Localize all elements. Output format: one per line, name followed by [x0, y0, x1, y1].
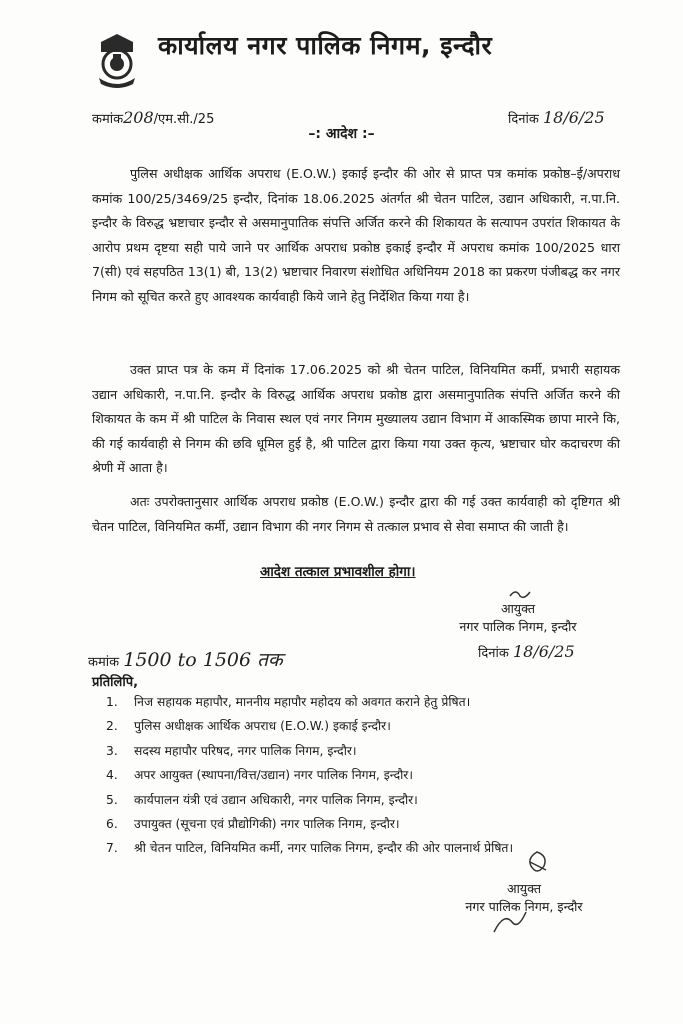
copies-list — [106, 690, 626, 861]
item-number: 4. — [106, 768, 118, 783]
order-number-handwritten: 208 — [123, 108, 154, 127]
item-text: निज सहायक महापौर, माननीय महापौर महोदय को अवगत कराने हेतु प्रेषित। — [134, 695, 471, 709]
item-number: 5. — [106, 792, 118, 807]
list-item — [106, 812, 626, 836]
paragraph-text: उक्त प्राप्त पत्र के कम में दिनांक 17.06.2025 को श्री चेतन पाटिल, विनियमित कर्मी, प्रभारी सहायक उद्यान अधिकारी, न.पा.नि. इन्दौर के विरुद्ध आर्थिक अपराध प्रकोष्ठ द्वारा असमानुपातिक संपत्ति अर्जित करने की शिकायत के कम में श्री पाटिल के निवास स्थल एवं नगर निगम मुख्यालय उद्यान विभाग में आकस्मिक छापा मारने कि, की गई कार्यवाही से निगम की छवि धूमिल हुई है, श्री पाटिल द्वारा किया गया उक्त कृत्य, भ्रष्टाचार घोर कदाचरण की श्रेणी में आता है। — [92, 362, 620, 476]
signatory-office: नगर पालिक निगम, इन्दौर — [465, 899, 583, 914]
copies-title: प्रतिलिपि, — [92, 675, 139, 690]
order-date-label: दिनांक — [508, 112, 539, 127]
item-text: श्री चेतन पाटिल, विनियमित कर्मी, नगर पालिक निगम, इन्दौर की ओर पालनार्थ प्रेषित। — [134, 841, 514, 856]
order-number-prefix: कमांक — [92, 112, 124, 127]
item-number: 7. — [106, 841, 118, 856]
dispatch-number-prefix: कमांक — [88, 655, 120, 670]
paragraph-text: अतः उपरोक्तानुसार आर्थिक अपराध प्रकोष्ठ (E.O.W.) इन्दौर द्वारा की गई उक्त कार्यवाही को दृष्टिगत श्री चेतन पाटिल, विनियमित कर्मी, उद्यान विभाग की नगर निगम से तत्काल प्रभाव से सेवा समाप्त की जाती है। — [92, 494, 620, 534]
dispatch-date — [478, 642, 575, 661]
effective-line: आदेश तत्काल प्रभावशील होगा। — [260, 564, 416, 580]
dispatch-date-label: दिनांक — [478, 646, 509, 661]
list-item — [106, 739, 626, 763]
signature-mark — [490, 908, 530, 936]
paragraph-3 — [92, 490, 620, 539]
paragraph-1 — [92, 162, 620, 310]
order-heading: –: आदेश :– — [308, 126, 375, 142]
order-date-handwritten: 18/6/25 — [542, 108, 605, 127]
list-item — [106, 690, 626, 714]
item-text: पुलिस अधीक्षक आर्थिक अपराध (E.O.W.) इकाई इन्दौर। — [134, 719, 391, 734]
dispatch-number-handwritten: 1500 to 1506 तक — [123, 649, 283, 671]
item-number: 6. — [106, 817, 118, 832]
signatory-designation: आयुक्त — [500, 601, 536, 616]
paragraph-text: पुलिस अधीक्षक आर्थिक अपराध (E.O.W.) इकाई इन्दौर की ओर से प्राप्त पत्र कमांक प्रकोष्ठ–ई/अपराध कमांक 100/25/3469/25 इन्दौर, दिनांक 18.06.2025 अंतर्गत श्री चेतन पाटिल, उद्यान अधिकारी, न.पा.नि. इन्दौर के विरुद्ध भ्रष्टाचार इन्दौर से असमानुपातिक संपत्ति अर्जित करने की शिकायत के सत्यापन उपरांत शिकायत के आरोप प्रथम दृष्टया सही पाये जाने पर आर्थिक अपराध प्रकोष्ठ इकाई इन्दौर में अपराध कमांक 100/2025 धारा 7(सी) एवं सहपठित 13(1) बी, 13(2) भ्रष्टाचार निवारण संशोधित अधिनियम 2018 का प्रकरण पंजीबद्ध कर नगर निगम को सूचित करते हुए आवश्यक कार्यवाही किये जाने हेतु निर्देशित किया गया है। — [92, 166, 620, 304]
signature-mark — [508, 588, 538, 600]
dispatch-date-handwritten: 18/6/25 — [512, 642, 575, 661]
dispatch-number — [88, 646, 283, 672]
list-item — [106, 763, 626, 787]
item-number: 2. — [106, 719, 118, 734]
signature-block-1 — [430, 600, 606, 636]
item-number: 1. — [106, 695, 118, 709]
item-text: सदस्य महापौर परिषद, नगर पालिक निगम, इन्दौर। — [134, 743, 357, 758]
list-item — [106, 788, 626, 812]
signatory-office: नगर पालिक निगम, इन्दौर — [459, 619, 577, 634]
municipal-emblem-icon — [93, 32, 141, 88]
paragraph-2 — [92, 358, 620, 481]
signatory-designation: आयुक्त — [506, 881, 542, 896]
item-number: 3. — [106, 743, 118, 758]
list-item — [106, 714, 626, 738]
office-title: कार्यालय नगर पालिक निगम, इन्दौर — [158, 31, 493, 60]
item-text: अपर आयुक्त (स्थापना/वित्त/उद्यान) नगर पालिक निगम, इन्दौर। — [134, 768, 413, 783]
order-number-suffix: /एम.सी./25 — [153, 112, 215, 127]
item-text: कार्यपालन यंत्री एवं उद्यान अधिकारी, नगर पालिक निगम, इन्दौर। — [134, 792, 418, 807]
signature-mark — [524, 850, 550, 878]
item-text: उपायुक्त (सूचना एवं प्रौद्योगिकी) नगर पालिक निगम, इन्दौर। — [134, 817, 400, 832]
